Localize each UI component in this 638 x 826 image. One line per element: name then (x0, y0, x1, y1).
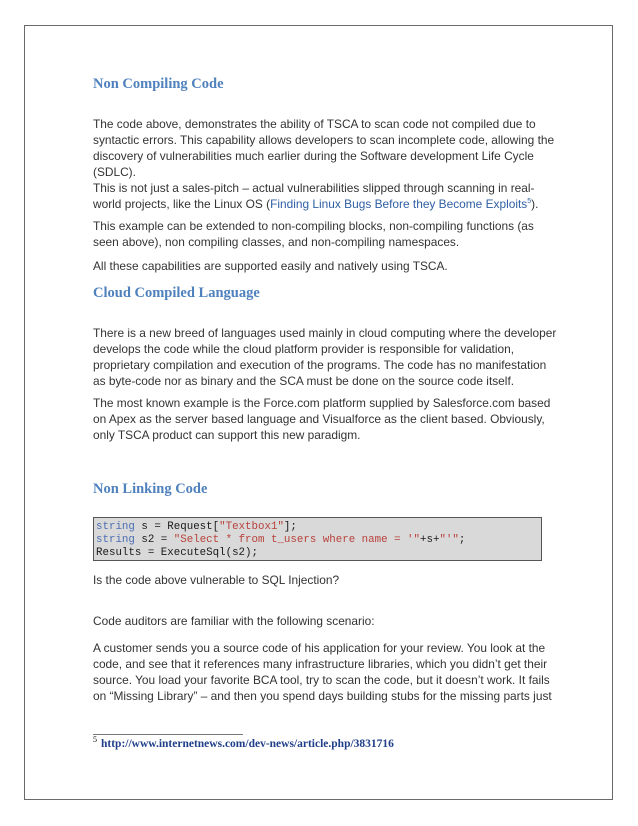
text-line: All these capabilities are supported easily and natively using TSCA. (93, 259, 448, 273)
text-line: A customer sends you a source code of his application for your review. You look at the (93, 641, 546, 655)
paragraph-force-com (93, 395, 551, 443)
code-text: ]; (283, 521, 297, 533)
text-line: code, and see that it references many infrastructure libraries, which you didn’t get their (93, 657, 548, 672)
footnote-reference[interactable]: 5 (527, 198, 532, 206)
code-string: "Select * from t_users where name = '" (173, 534, 420, 546)
text-line: (SDLC). (93, 165, 136, 180)
footnote (93, 735, 394, 750)
code-string: "Textbox1" (219, 521, 284, 533)
text-line: on Apex as the server based language and Visualforce as the client based. Obviously, (93, 412, 545, 427)
paragraph-question (93, 572, 543, 588)
code-keyword: string (96, 534, 135, 546)
code-string: "'" (439, 534, 459, 546)
code-text: s2 = (134, 534, 174, 546)
code-block (93, 517, 542, 561)
text-line: Is the code above vulnerable to SQL Injection? (93, 573, 340, 587)
heading-cloud-compiled-language: Cloud Compiled Language (93, 285, 260, 301)
code-line (96, 521, 541, 534)
code-line (96, 534, 541, 547)
text-line: only TSCA product can support this new paradigm. (93, 428, 361, 443)
text-line: source. You load your favorite BCA tool, try to scan the code, but it doesn’t work. It fails (93, 673, 550, 688)
text-line: This example can be extended to non-compiling blocks, non-compiling functions (as (93, 219, 534, 233)
text-line: The most known example is the Force.com platform supplied by Salesforce.com based (93, 396, 551, 410)
text-line: seen above), non compiling classes, and non-compiling namespaces. (93, 235, 460, 250)
code-keyword: string (96, 521, 135, 533)
code-text: s = Request[ (134, 521, 220, 533)
footnote-number: 5 (93, 735, 97, 745)
text-line: develops the code while the cloud platform provider is responsible for validation, (93, 342, 515, 357)
code-text: ; (458, 534, 466, 546)
heading-non-linking-code: Non Linking Code (93, 481, 208, 497)
text-line: Code auditors are familiar with the following scenario: (93, 614, 375, 628)
paragraph-tsca-scan-noncompiled (93, 116, 555, 213)
text-fragment: ). (531, 197, 539, 212)
paragraph-cloud-languages (93, 325, 557, 389)
text-line-with-link (93, 196, 543, 212)
text-line: There is a new breed of languages used mainly in cloud computing where the developer (93, 326, 557, 340)
paragraph-capabilities (93, 258, 543, 274)
text-line: proprietary compilation and execution of the programs. The code has no manifestation (93, 358, 547, 373)
code-text: +s+ (420, 534, 440, 546)
linux-bugs-link[interactable]: Finding Linux Bugs Before they Become Exploits (270, 197, 528, 212)
text-line: This is not just a sales-pitch – actual vulnerabilities slipped through scanning in real- (93, 181, 535, 196)
text-line: syntactic errors. This capability allows developers to scan incomplete code, allowing the (93, 133, 555, 148)
footnote-url-link[interactable]: http://www.internetnews.com/dev-news/article.php/3831716 (101, 738, 394, 750)
text-line: discovery of vulnerabilities much earlier during the Software development Life Cycle (93, 149, 534, 164)
paragraph-extension-example (93, 218, 543, 250)
paragraph-intro (93, 613, 543, 629)
heading-non-compiling-code: Non Compiling Code (93, 76, 224, 92)
text-line: The code above, demonstrates the ability of TSCA to scan code not compiled due to (93, 117, 536, 131)
footnote-separator (93, 734, 243, 735)
paragraph-scenario (93, 640, 552, 704)
text-line: on “Missing Library” – and then you spend days building stubs for the missing parts just (93, 689, 552, 704)
text-fragment: world projects, like the Linux OS ( (93, 197, 271, 212)
text-line: as byte-code nor as binary and the SCA must be done on the source code itself. (93, 374, 515, 389)
code-line: Results = ExecuteSql(s2); (96, 547, 258, 559)
